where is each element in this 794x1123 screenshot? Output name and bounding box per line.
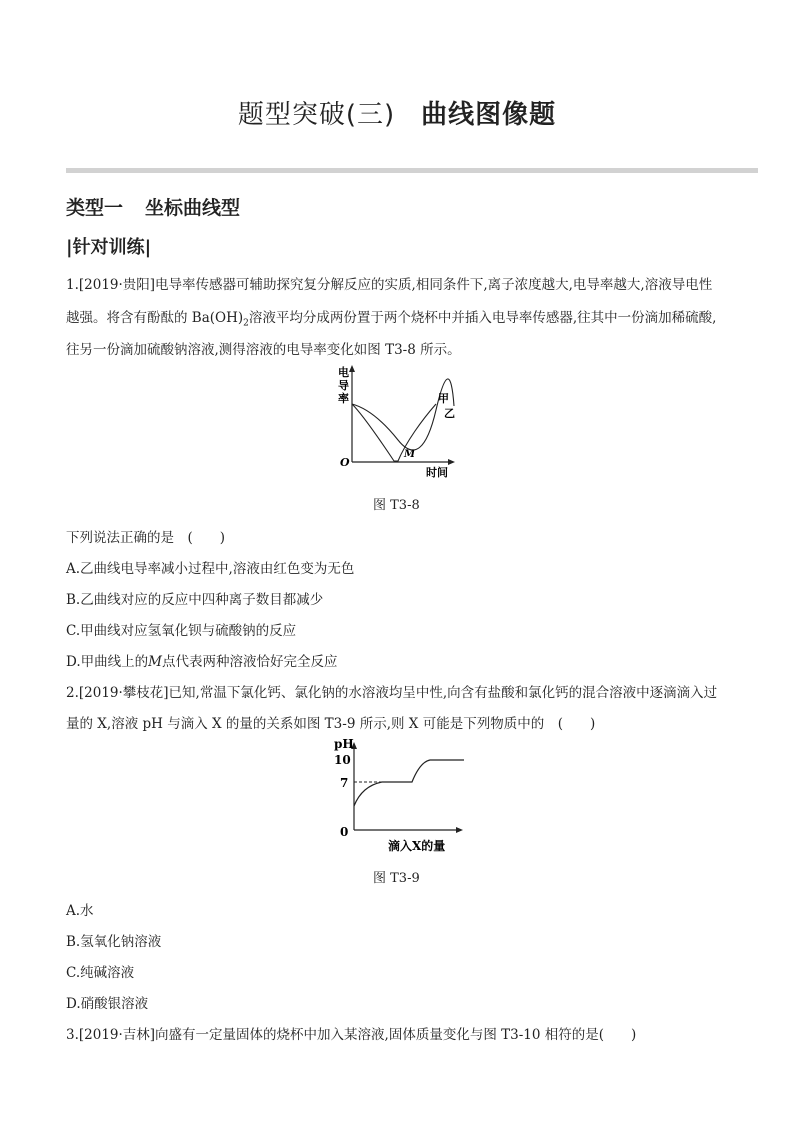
figure-t3-9-caption: 图 T3-9 <box>373 871 420 886</box>
q2-line2: 量的 X,溶液 pH 与滴入 X 的量的关系如图 T3-9 所示,则 X 可能是下列物质中的 ( ) <box>66 716 596 732</box>
q1-option-a: A.乙曲线电导率减小过程中,溶液由红色变为无色 <box>66 561 355 577</box>
q1-line1: 1.[2019·贵阳]电导率传感器可辅助探究复分解反应的实质,相同条件下,离子浓度越大,电导率越大,溶液导电性 <box>66 277 713 293</box>
q1-option-d: D.甲曲线上的M点代表两种溶液恰好完全反应 <box>66 654 338 670</box>
q3-line1: 3.[2019·吉林]向盛有一定量固体的烧杯中加入某溶液,固体质量变化与图 T3-10 相符的是( ) <box>66 1027 637 1043</box>
fig1-xlabel: 时间 <box>426 466 448 479</box>
y-axis-arrow <box>349 365 355 372</box>
fig2-origin: 0 <box>340 825 349 839</box>
x-axis-arrow <box>456 827 463 833</box>
q2-option-c: C.纯碱溶液 <box>66 965 135 981</box>
subsection-title: |针对训练| <box>66 237 152 258</box>
figure-t3-8-caption: 图 T3-8 <box>373 498 420 513</box>
q2-option-a: A.水 <box>66 903 94 919</box>
page-title-part1: 题型突破(三) <box>237 100 396 130</box>
q1-option-b: B.乙曲线对应的反应中四种离子数目都减少 <box>66 592 324 608</box>
fig2-tick-7: 7 <box>340 776 349 790</box>
section-title <box>66 193 240 220</box>
figure-t3-8 <box>334 362 464 482</box>
page-title-part2: 曲线图像题 <box>421 100 557 130</box>
q1-stem: 下列说法正确的是 ( ) <box>66 530 226 546</box>
curve-jia <box>352 404 436 461</box>
x-axis-arrow <box>448 459 455 465</box>
fig1-label-yi: 乙 <box>444 407 455 420</box>
q2-option-b: B.氢氧化钠溶液 <box>66 934 162 950</box>
title-divider <box>66 168 758 173</box>
q1-option-c: C.甲曲线对应氢氧化钡与硫酸钠的反应 <box>66 623 297 639</box>
section-name: 坐标曲线型 <box>145 197 241 219</box>
q1-line3: 往另一份滴加硫酸钠溶液,测得溶液的电导率变化如图 T3-8 所示。 <box>66 342 461 358</box>
page-title <box>0 94 794 131</box>
section-label: 类型一 <box>66 197 124 219</box>
curve-yi <box>352 379 454 450</box>
fig1-ylabel-2: 导 <box>338 379 349 392</box>
fig1-ylabel-3: 率 <box>338 392 349 405</box>
ph-curve <box>354 760 464 806</box>
figure-t3-9 <box>334 736 474 858</box>
fig1-origin: O <box>340 456 350 469</box>
fig1-label-jia: 甲 <box>438 392 449 405</box>
q2-line1: 2.[2019·攀枝花]已知,常温下氯化钙、氯化钠的水溶液均呈中性,向含有盐酸和氯化钙的混合溶液中逐滴滴入过 <box>66 685 718 701</box>
fig2-ylabel: pH <box>334 737 354 751</box>
fig1-ylabel-1: 电 <box>338 366 349 379</box>
q1-line2: 越强。将含有酚酞的 $Ba(OH)_2$溶液平均分成两份置于两个烧杯中并插入电导率传感器,往其中一份滴加稀硫酸, <box>66 310 717 329</box>
q2-option-d: D.硝酸银溶液 <box>66 996 149 1012</box>
fig2-xlabel: 滴入X的量 <box>388 839 446 853</box>
fig1-label-m: M <box>404 449 416 460</box>
fig2-tick-10: 10 <box>334 753 351 767</box>
